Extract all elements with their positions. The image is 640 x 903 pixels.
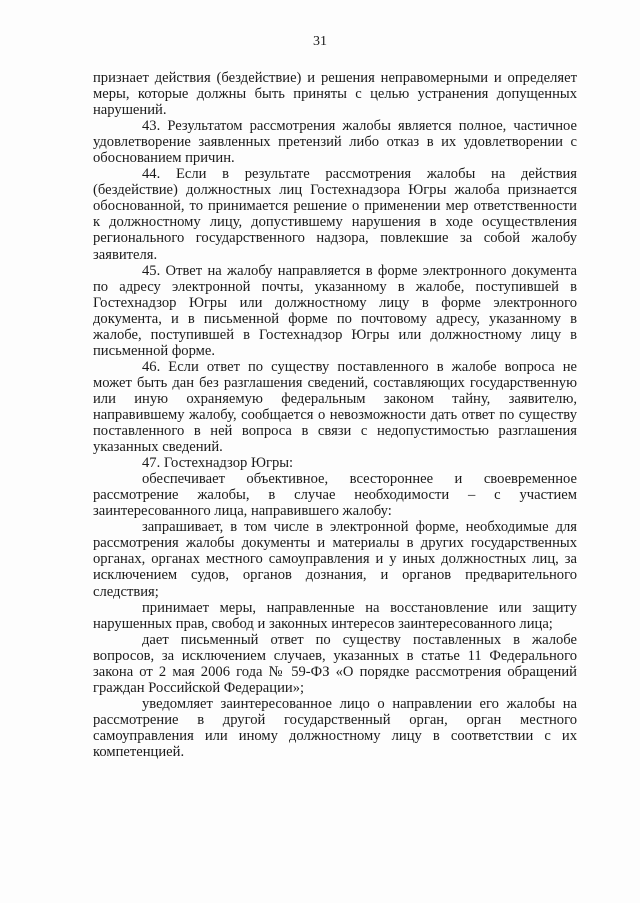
- paragraph-46: 46. Если ответ по существу поставленного в жалобе вопроса не может быть дан без разглашения сведений, составляющих государственную или иную охраняемую федеральным законом тайну, заявителю, направившему жалобу, сообщается о невозможности дать ответ по существу поставленного в ней вопроса в связи с недопустимостью разглашения указанных сведений.: [93, 358, 577, 456]
- paragraph-47-item-requests: запрашивает, в том числе в электронной форме, необходимые для рассмотрения жалобы документы и материалы в других государственных органах, органах местного самоуправления и у иных должностных лиц, за исключением судов, органов дознания, и органов предварительного следствия;: [93, 519, 577, 600]
- paragraph-continuation: признает действия (бездействие) и решения неправомерными и определяет меры, которые должны быть приняты с целью устранения допущенных нарушений.: [93, 70, 577, 119]
- paragraph-47-item-ensures: обеспечивает объективное, всестороннее и своевременное рассмотрение жалобы, в случае необходимости – с участием заинтересованного лица, направившего жалобу:: [93, 471, 577, 520]
- document-body: [93, 70, 577, 760]
- paragraph-44: 44. Если в результате рассмотрения жалобы на действия (бездействие) должностных лиц Гостехнадзора Югры жалоба признается обоснованной, то принимается решение о применении мер ответственности к должностному лицу, допустившему нарушения в ходе осуществления регионального государственного надзора, повлекшие за собой жалобу заявителя.: [93, 166, 577, 263]
- page-number: 31: [313, 34, 327, 49]
- paragraph-47-item-gives-answer: дает письменный ответ по существу поставленных в жалобе вопросов, за исключением случаев, указанных в статье 11 Федерального закона от 2 мая 2006 года № 59-ФЗ «О порядке рассмотрения обращений граждан Российской Федерации»;: [93, 631, 577, 696]
- paragraph-47: 47. Гостехнадзор Югры:: [142, 455, 294, 472]
- paragraph-43: 43. Результатом рассмотрения жалобы является полное, частичное удовлетворение заявленных претензий либо отказ в их удовлетворении с обоснованием причин.: [93, 118, 577, 167]
- paragraph-45: 45. Ответ на жалобу направляется в форме электронного документа по адресу электронной почты, указанному в жалобе, поступившей в Гостехнадзор Югры или должностному лицу в форме электронного документа, и в письменной форме по почтовому адресу, указанному в жалобе, поступившей в Гостехнадзор Югры или должностному лицу в письменной форме.: [93, 262, 577, 359]
- paragraph-47-item-takes-measures: принимает меры, направленные на восстановление или защиту нарушенных прав, свобод и законных интересов заинтересованного лица;: [93, 599, 577, 632]
- paragraph-47-item-notifies: уведомляет заинтересованное лицо о направлении его жалобы на рассмотрение в другой государственный орган, орган местного самоуправления или иному должностному лицу в соответствии с их компетенцией.: [93, 695, 577, 760]
